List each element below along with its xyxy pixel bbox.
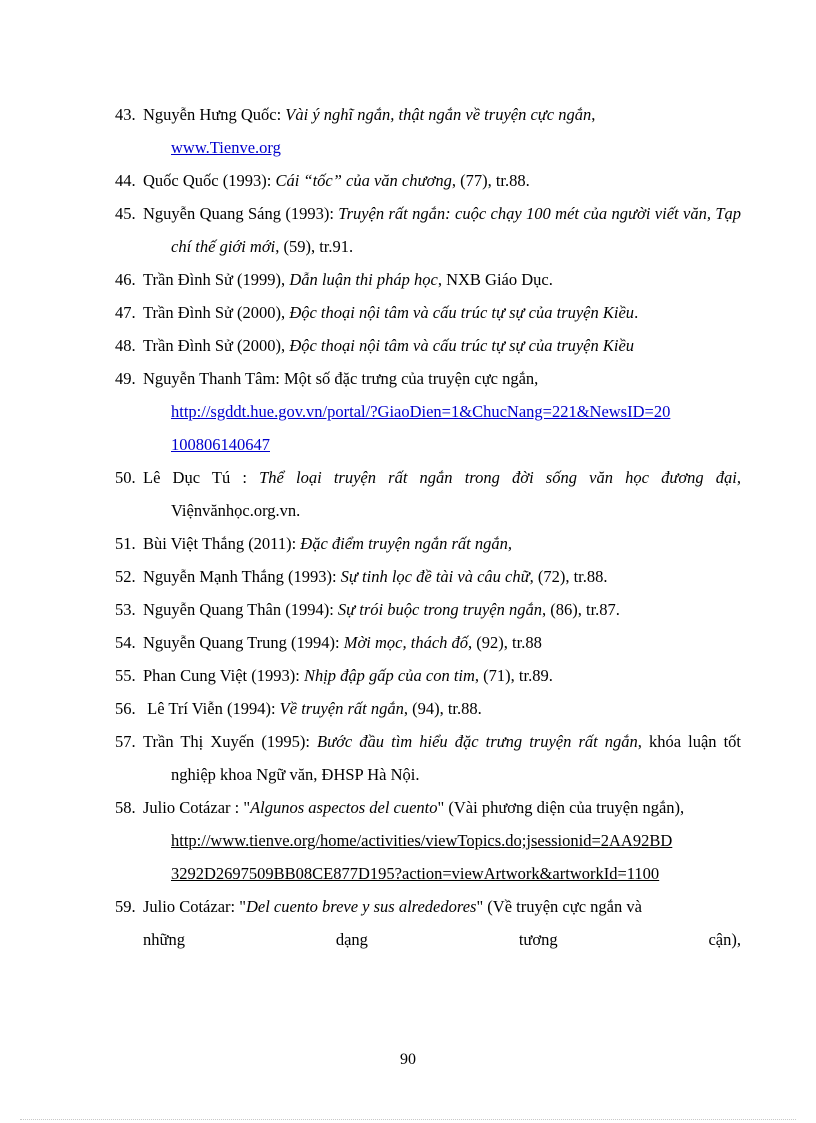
- reference-item-49: 49. Nguyễn Thanh Tâm: Một số đặc trưng của truyện cực ngắn, http://sgddt.hue.gov.vn/portal/?GiaoDien=1&ChucNang=221&NewsID=20 100806140647: [143, 362, 741, 461]
- reference-item-48: 48. Trần Đình Sử (2000), Độc thoại nội tâm và cấu trúc tự sự của truyện Kiều: [115, 336, 635, 355]
- reference-link-line-2[interactable]: 3292D2697509BB08CE877D195?action=viewArtwork&artworkId=1100: [171, 864, 660, 883]
- reference-item-56: 56. Lê Trí Viễn (1994): Về truyện rất ngắn, (94), tr.88.: [115, 699, 482, 718]
- reference-title: Độc thoại nội tâm và cấu trúc tự sự của truyện Kiều: [289, 336, 635, 355]
- reference-item-44: 44. Quốc Quốc (1993): Cái “tốc” của văn chương, (77), tr.88.: [115, 171, 530, 190]
- reference-list: [115, 98, 742, 956]
- page-bottom-divider: [20, 1119, 796, 1120]
- reference-title: Sự trói buộc trong truyện ngắn: [337, 600, 542, 619]
- reference-title: Del cuento breve y sus alrededores: [245, 897, 477, 916]
- reference-link-line-1[interactable]: http://www.tienve.org/home/activities/viewTopics.do;jsessionid=2AA92BD: [171, 831, 673, 850]
- reference-title: Vài ý nghĩ ngắn, thật ngắn về truyện cực ngắn: [285, 105, 592, 124]
- reference-item-57: 57. Trần Thị Xuyến (1995): Bước đầu tìm hiểu đặc trưng truyện rất ngắn, khóa luận tốt nghiệp khoa Ngữ văn, ĐHSP Hà Nội.: [115, 732, 742, 784]
- reference-title: Nhịp đập gấp của con tim: [303, 666, 475, 685]
- reference-title: Cái “tốc” của văn chương: [275, 171, 452, 190]
- reference-item-46: 46. Trần Đình Sử (1999), Dẫn luận thi pháp học, NXB Giáo Dục.: [115, 270, 553, 289]
- reference-title: Mời mọc, thách đố: [343, 633, 469, 652]
- reference-item-59: 59. Julio Cotázar: "Del cuento breve y sus alrededores" (Về truyện cực ngắn và những dạng tương cận),: [143, 890, 741, 956]
- reference-title: Dẫn luận thi pháp học: [289, 270, 438, 289]
- reference-link[interactable]: www.Tienve.org: [171, 138, 281, 157]
- reference-item-43: 43. Nguyễn Hưng Quốc: Vài ý nghĩ ngắn, thật ngắn về truyện cực ngắn, www.Tienve.org: [143, 98, 741, 164]
- reference-title: Về truyện rất ngắn: [279, 699, 404, 718]
- reference-title: Độc thoại nội tâm và cấu trúc tự sự của truyện Kiều: [289, 303, 635, 322]
- reference-item-45: 45. Nguyễn Quang Sáng (1993): Truyện rất ngắn: cuộc chạy 100 mét của người viết văn, Tạp chí thế giới mới, (59), tr.91.: [115, 204, 741, 256]
- reference-continuation-line: những dạng tương cận),: [143, 930, 741, 949]
- reference-item-54: 54. Nguyễn Quang Trung (1994): Mời mọc, thách đố, (92), tr.88: [115, 633, 542, 652]
- reference-title: Sự tinh lọc đề tài và câu chữ: [340, 567, 530, 586]
- reference-item-58: 58. Julio Cotázar : "Algunos aspectos del cuento" (Vài phương diện của truyện ngắn), http://www.tienve.org/home/activities/viewTopics.do;jsessionid=2AA92BD 3292D2697509BB08CE877D195?action=viewArtwork&artworkId=1100: [143, 791, 741, 890]
- reference-link-line-2[interactable]: 100806140647: [171, 435, 270, 454]
- reference-item-55: 55. Phan Cung Việt (1993): Nhịp đập gấp của con tim, (71), tr.89.: [115, 666, 553, 685]
- reference-title: Thể loại truyện rất ngắn trong đời sống văn học đương đại: [259, 468, 737, 487]
- reference-link-line-1[interactable]: http://sgddt.hue.gov.vn/portal/?GiaoDien=1&ChucNang=221&NewsID=20: [171, 402, 671, 421]
- reference-title: Algunos aspectos del cuento: [250, 798, 438, 817]
- reference-item-52: 52. Nguyễn Mạnh Thắng (1993): Sự tinh lọc đề tài và câu chữ, (72), tr.88.: [115, 567, 608, 586]
- reference-title: Đặc điểm truyện ngắn rất ngắn,: [300, 534, 513, 553]
- reference-item-51: 51. Bùi Việt Thắng (2011): Đặc điểm truyện ngắn rất ngắn,: [115, 534, 513, 553]
- reference-title: Truyện rất ngắn: cuộc chạy 100 mét của người viết văn, Tạp chí thế giới mới: [171, 204, 741, 256]
- reference-item-47: 47. Trần Đình Sử (2000), Độc thoại nội tâm và cấu trúc tự sự của truyện Kiều.: [115, 303, 639, 322]
- reference-title: Bước đầu tìm hiểu đặc trưng truyện rất ngắn: [317, 732, 638, 751]
- reference-item-53: 53. Nguyễn Quang Thân (1994): Sự trói buộc trong truyện ngắn, (86), tr.87.: [115, 600, 620, 619]
- reference-item-50: 50. Lê Dục Tú : Thể loại truyện rất ngắn trong đời sống văn học đương đại, Việnvănhọc.org.vn.: [115, 468, 741, 520]
- page-number: 90: [400, 1051, 416, 1068]
